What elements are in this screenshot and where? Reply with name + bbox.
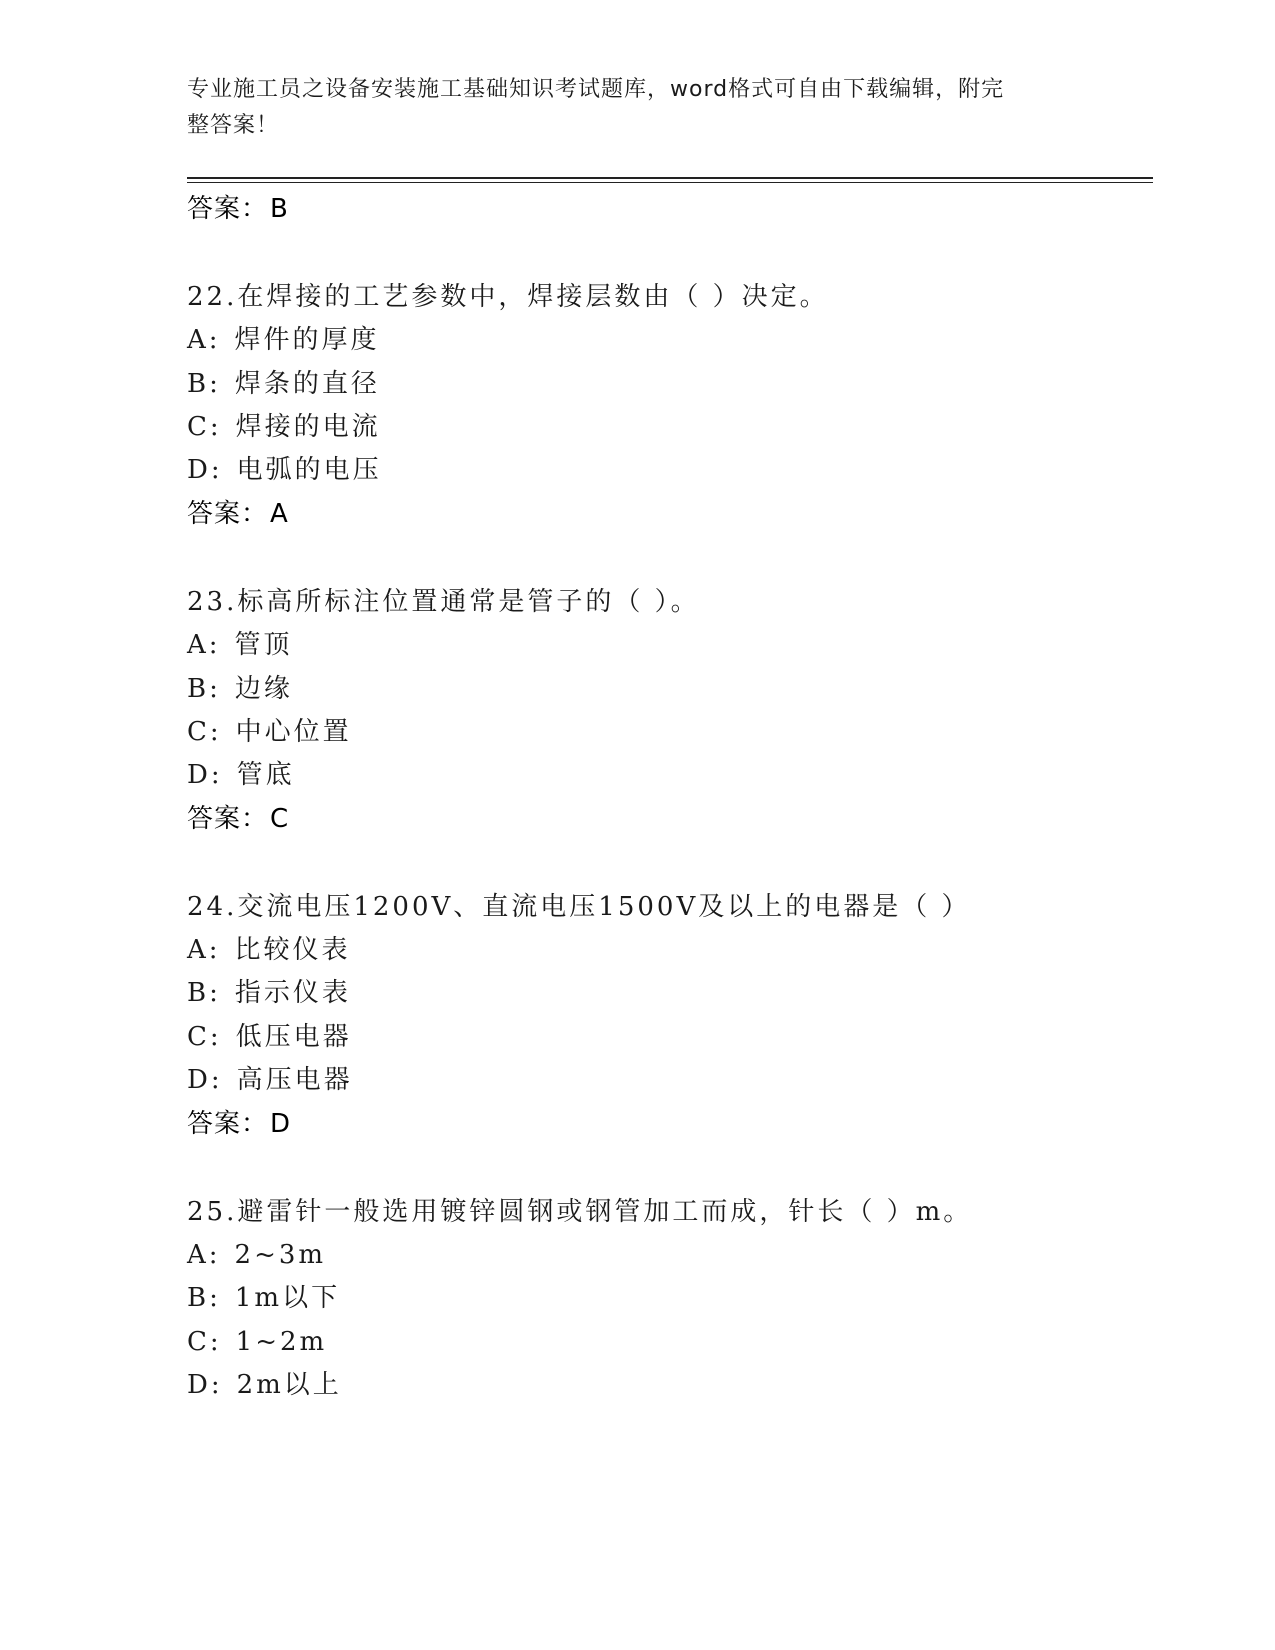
question-25-option-c [187,1325,327,1359]
question-25-text: 25.避雷针一般选用镀锌圆钢或钢管加工而成，针长（ ）m。 [187,1197,973,1227]
option-text: 边缘 [234,674,293,704]
question-23-answer [187,802,289,836]
option-text: 中心位置 [235,717,352,747]
option-text: 管底 [236,760,295,790]
option-key: A: [187,630,221,660]
question-22-text: 22.在焊接的工艺参数中，焊接层数由（ ）决定。 [187,282,829,312]
question-23-text: 23.标高所标注位置通常是管子的（ ）。 [187,587,700,617]
option-key: C: [187,1022,222,1052]
answer-value: D [270,1109,292,1139]
answer-label: 答案： [187,499,269,529]
option-key: C: [187,1327,222,1357]
question-25-option-b [187,1281,340,1315]
question-24-option-c [187,1020,352,1054]
option-text: 1~2m [235,1327,328,1357]
option-key: B: [187,369,221,399]
option-text: 指示仪表 [234,978,351,1008]
option-key: A: [187,935,221,965]
option-key: A: [187,325,221,355]
option-text: 管顶 [234,630,293,660]
header-line-1: 专业施工员之设备安装施工基础知识考试题库，word格式可自由下载编辑，附完 [187,77,1005,102]
question-24-answer [187,1107,291,1141]
option-key: D: [187,760,223,790]
option-text: 焊条的直径 [234,369,380,399]
answer-value: B [270,194,289,224]
header-line-2: 整答案！ [187,113,280,138]
question-23-option-d [187,758,295,792]
document-header [187,72,1067,144]
header-divider-thick [187,177,1153,179]
question-22-option-b [187,367,380,401]
option-key: A: [187,1240,221,1270]
question-24-option-a [187,933,351,967]
option-key: D: [187,1370,223,1400]
option-key: D: [187,1065,223,1095]
question-22-answer [187,497,289,531]
answer-line [187,192,289,226]
question-22-option-c [187,410,381,444]
question-23-option-c [187,715,352,749]
answer-value: A [270,499,289,529]
option-text: 高压电器 [236,1065,353,1095]
option-key: B: [187,978,221,1008]
option-key: C: [187,717,222,747]
answer-value: C [270,804,290,834]
option-text: 比较仪表 [234,935,351,965]
question-23-option-b [187,672,293,706]
question-24-option-d [187,1063,353,1097]
question-24-option-b [187,976,351,1010]
question-24-text: 24.交流电压1200V、直流电压1500V及以上的电器是（ ） [187,892,971,922]
option-key: D: [187,455,223,485]
question-25-option-d [187,1368,342,1402]
question-25-option-a [187,1238,326,1272]
option-key: C: [187,412,222,442]
option-text: 2m以上 [236,1370,342,1400]
option-text: 1m以下 [234,1283,341,1313]
answer-label: 答案： [187,804,269,834]
answer-label: 答案： [187,194,269,224]
answer-label: 答案： [187,1109,269,1139]
question-23-option-a [187,628,293,662]
option-text: 焊接的电流 [235,412,381,442]
option-text: 焊件的厚度 [234,325,380,355]
question-22-option-d [187,453,382,487]
header-divider-thin [187,182,1153,183]
option-key: B: [187,1283,221,1313]
option-text: 2~3m [234,1240,327,1270]
option-key: B: [187,674,221,704]
option-text: 电弧的电压 [236,455,382,485]
question-22-option-a [187,323,380,357]
option-text: 低压电器 [235,1022,352,1052]
